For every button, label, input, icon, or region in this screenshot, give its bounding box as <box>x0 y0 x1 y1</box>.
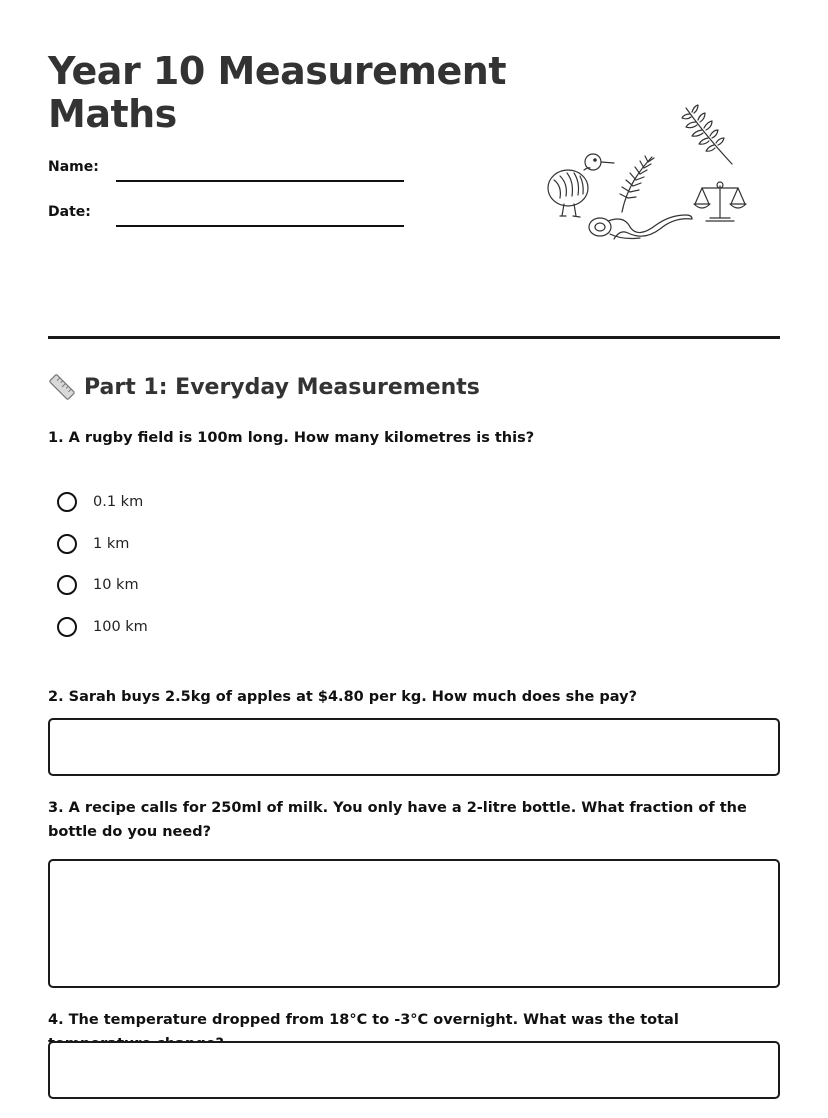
ruler-icon <box>48 373 76 401</box>
question-1-option-1[interactable] <box>57 492 143 512</box>
radio-button[interactable] <box>57 492 77 512</box>
radio-button[interactable] <box>57 575 77 595</box>
question-1-option-3[interactable] <box>57 575 139 595</box>
section-heading-text: Part 1: Everyday Measurements <box>84 374 480 400</box>
date-label: Date: <box>48 204 91 220</box>
balance-scale-icon <box>694 182 746 221</box>
option-label: 1 km <box>93 536 130 552</box>
kiwi-bird-icon <box>548 154 614 217</box>
title-line-2: Maths <box>48 92 177 136</box>
header-illustration <box>540 100 755 245</box>
question-1: 1. A rugby field is 100m long. How many kilometres is this? <box>48 430 535 446</box>
question-2: 2. Sarah buys 2.5kg of apples at $4.80 per kg. How much does she pay? <box>48 689 637 705</box>
leaf-icon <box>682 105 732 164</box>
date-field[interactable] <box>116 225 404 227</box>
question-3: 3. A recipe calls for 250ml of milk. You only have a 2-litre bottle. What fraction of the bottle do you need? <box>48 800 747 840</box>
title-line-1: Year 10 Measurement <box>48 49 507 93</box>
question-4: 4. The temperature dropped from 18°C to -3°C overnight. What was the total <box>48 1012 679 1028</box>
radio-button[interactable] <box>57 534 77 554</box>
header-divider <box>48 336 780 339</box>
fern-icon <box>620 156 654 212</box>
name-field[interactable] <box>116 180 404 182</box>
question-1-option-2[interactable] <box>57 534 129 554</box>
question-2-answer-box[interactable] <box>48 718 780 776</box>
option-label: 100 km <box>93 619 148 635</box>
section-heading <box>48 373 480 401</box>
question-1-option-4[interactable] <box>57 617 148 637</box>
tape-measure-icon <box>589 215 692 239</box>
worksheet-title <box>48 50 506 136</box>
option-label: 0.1 km <box>93 494 144 510</box>
name-label: Name: <box>48 159 99 175</box>
radio-button[interactable] <box>57 617 77 637</box>
option-label: 10 km <box>93 577 139 593</box>
question-3-answer-box[interactable] <box>48 859 780 988</box>
question-4-answer-box[interactable] <box>48 1041 780 1099</box>
